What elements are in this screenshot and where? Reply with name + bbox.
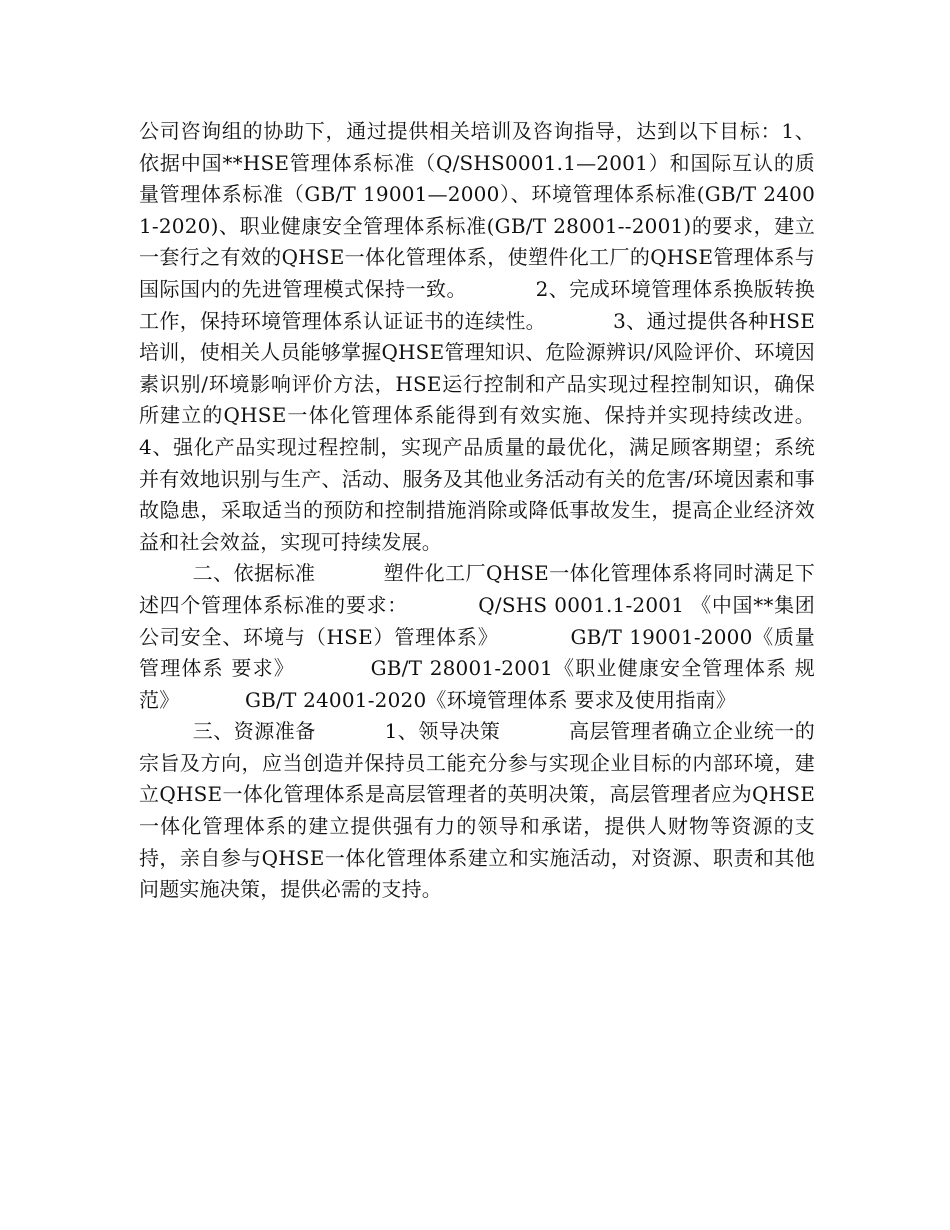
paragraph-goals: 公司咨询组的协助下，通过提供相关培训及咨询指导，达到以下目标：1、依据中国**HSE管理体系标准（Q/SHS0001.1—2001）和国际互认的质量管理体系标准（GB/T 19001—2000）、环境管理体系标准(GB/T 24001-2020)、职业健康安全管理体系标准(GB/T 28001--2001)的要求，建立一套行之有效的QHSE一体化管理体系，使塑件化工厂的QHSE管理体系与国际国内的先进管理模式保持一致。 2、完成环境管理体系换版转换工作，保持环境管理体系认证证书的连续性。 3、通过提供各种HSE培训，使相关人员能够掌握QHSE管理知识、危险源辨识/风险评价、环境因素识别/环境影响评价方法，HSE运行控制和产品实现过程控制知识，确保所建立的QHSE一体化管理体系能得到有效实施、保持并实现持续改进。 4、强化产品实现过程控制，实现产品质量的最优化，满足顾客期望；系统并有效地识别与生产、活动、服务及其他业务活动有关的危害/环境因素和事故隐患，采取适当的预防和控制措施消除或降低事故发生，提高企业经济效益和社会效益，实现可持续发展。 [139,119,881,554]
paragraph-resources: 三、资源准备 1、领导决策 高层管理者确立企业统一的宗旨及方向，应当创造并保持员工能充分参与实现企业目标的内部环境，建立QHSE一体化管理体系是高层管理者的英明决策，高层管理者应为QHSE一体化管理体系的建立提供强有力的领导和承诺，提供人财物等资源的支持，亲自参与QHSE一体化管理体系建立和实施活动，对资源、职责和其他问题实施决策，提供必需的支持。 [139,719,815,902]
document-body [139,116,881,906]
paragraph-standards: 二、依据标准 塑件化工厂QHSE一体化管理体系将同时满足下述四个管理体系标准的要求： Q/SHS 0001.1-2001 《中国**集团公司安全、环境与（HSE）管理体系》 GB/T 19001-2000《质量管理体系 要求》 GB/T 28001-2001《职业健康安全管理体系 规范》 GB/T 24001-2020《环境管理体系 要求及使用指南》 [139,561,815,712]
